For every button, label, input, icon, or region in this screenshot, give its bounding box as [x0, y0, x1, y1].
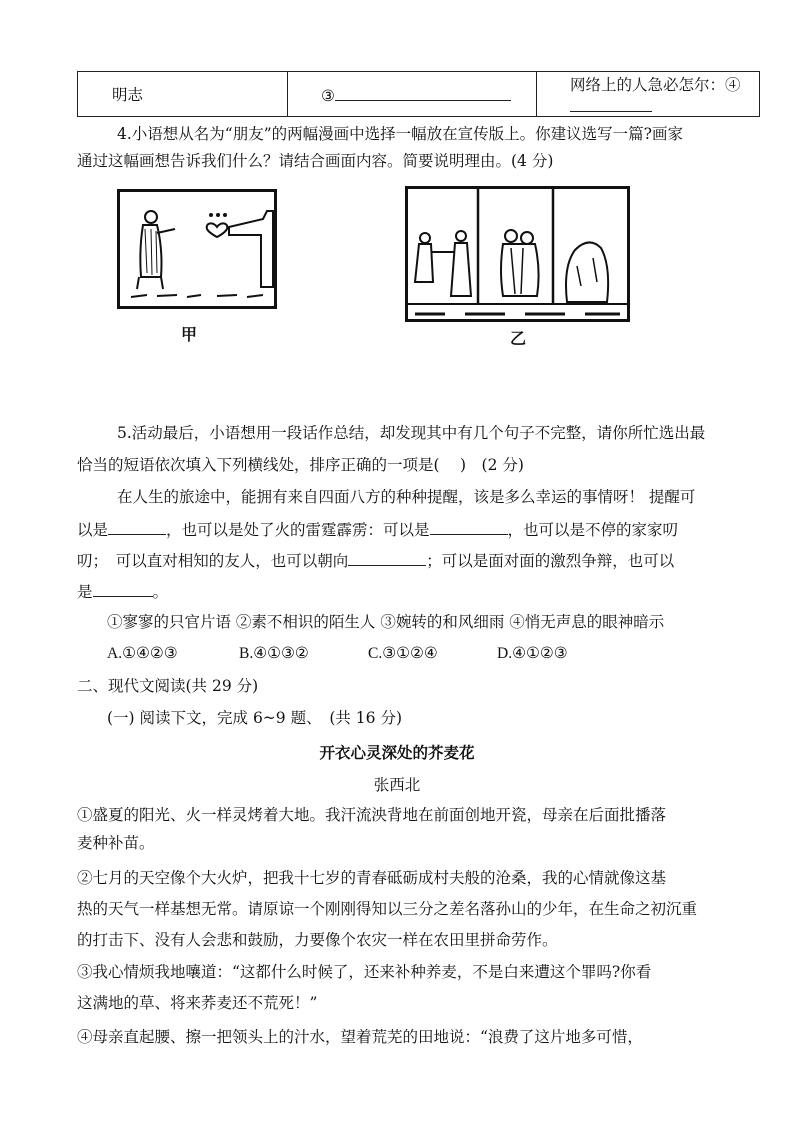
q5-para-1: 在人生的旅途中，能拥有来自四面八方的种种提醒，该是多么幸运的事情呀！ 提醒可: [117, 488, 696, 506]
article-author: 张西北: [373, 776, 421, 794]
q5-phrases: ①寥寥的只官片语 ②素不相识的陌生人 ③婉转的和风细雨 ④悄无声息的眼神暗示: [107, 613, 665, 631]
article-p3-line2: 这满地的草、将来荞麦还不荒死！”: [77, 994, 318, 1012]
article-title: 开衣心灵深处的芥麦花: [319, 744, 475, 762]
q5-para-2: 以是 ，也可以是处了火的雷霆霹雳：可以是 ，也可以是不停的家家叨: [77, 518, 678, 540]
caption-yi: 乙: [510, 329, 527, 348]
blank-line[interactable]: [348, 549, 426, 566]
article-p2-line3: 的打击下、没有人会悲和鼓励，力要像个农灾一样在农田里拼命劳作。: [77, 931, 558, 949]
table-cell-blank-3: ③: [288, 72, 537, 117]
article-p1-line2: 麦种补苗。: [77, 834, 155, 852]
q5-para-3: 叨； 可以直对相知的友人，也可以朝向 ；可以是面对面的激烈争辩，也可以: [77, 549, 674, 571]
caption-jia: 甲: [181, 325, 198, 344]
article-p3-line1: ③我心情烦我地嚷道：“这都什么时候了，还来补种养麦，不是白来遭这个罪吗?你看: [77, 963, 652, 981]
option-c[interactable]: C.③①②④: [368, 645, 438, 662]
q4-line-1: 4.小语想从名为“朋友”的两幅漫画中选择一幅放在宣传版上。你建议选写一篇?画家: [117, 125, 683, 143]
option-a[interactable]: A.①④②③: [107, 645, 178, 662]
article-p4-line1: ④母亲直起腰、擦一把领头上的汁水，望着荒芜的田地说：“浪费了这片地多可惜，: [77, 1028, 643, 1046]
article-p2-line1: ②七月的天空像个大火炉，把我十七岁的青春砥砺成村夫般的沧桑，我的心情就像这基: [77, 869, 667, 887]
article-p2-line2: 热的天气一样基想无常。请原谅一个刚刚得知以三分之差名落孙山的少年，在生命之初沉重: [77, 900, 698, 918]
option-d[interactable]: D.④①②③: [497, 645, 568, 662]
section-heading: 二、现代文阅读(共 29 分): [77, 677, 259, 695]
q5-line-2: 恰当的短语依次填入下列横线处，排序正确的一项是( ) (2 分): [77, 456, 524, 474]
q5-line-1: 5.活动最后，小语想用一段话作总结，却发现其中有几个句子不完整，请你所忙选出最: [117, 424, 706, 442]
section-subheading: (一) 阅读下文，完成 6~9 题、 (共 16 分): [107, 709, 403, 727]
blank-line[interactable]: [430, 518, 508, 535]
q4-line-2: 通过这幅画想告诉我们什么？请结合画面内容。简要说明理由。(4 分): [77, 152, 554, 170]
blank-line[interactable]: [570, 95, 652, 112]
cartoon-yi: [405, 186, 630, 322]
answer-table: [77, 71, 760, 117]
cartoon-jia: [117, 189, 277, 309]
table-cell-blank-4: 网络上的人急必怎尔：④: [537, 72, 760, 117]
option-b[interactable]: B.④①③②: [239, 645, 309, 662]
blank-line[interactable]: [93, 580, 153, 597]
blank-line[interactable]: [335, 84, 511, 101]
article-p1-line1: ①盛夏的阳光、火一样灵烤着大地。我汗流泱背地在前面创地开瓷，母亲在后面批播落: [77, 806, 667, 824]
table-cell-label: 明志: [78, 72, 288, 117]
blank-line[interactable]: [108, 518, 166, 535]
q5-para-4: 是 。: [77, 580, 168, 602]
